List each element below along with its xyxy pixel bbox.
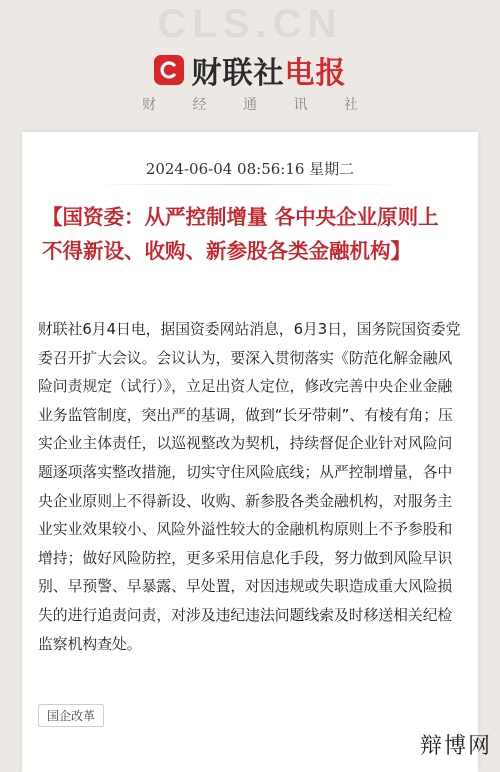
cls-logo-icon xyxy=(154,55,184,85)
brand-name-main: 财联社 xyxy=(191,56,285,91)
cls-watermark: CLS.CN xyxy=(157,2,343,46)
topic-tag[interactable]: 国企改革 xyxy=(38,704,104,727)
article-body: 财联社6月4日电，据国资委网站消息，6月3日，国务院国资委党委召开扩大会议。会议认为，要深入贯彻落实《防范化解金融风险问责规定（试行）》，立足出资人定位，修改完善中央企业金融业务监管制度，突出严的基调，做到“长牙带刺”、有棱有角；压实企业主体责任，以巡视整改为契机，持续督促企业针对风险问题逐项落实整改措施，切实守住风险底线；从严控制增量，各中央企业原则上不得新设、收购、新参股各类金融机构，对服务主业实业效果较小、风险外溢性较大的金融机构原则上不予参股和增持；做好风险防控，更多采用信息化手段，努力做到风险早识别、早预警、早暴露、早处置，对因违规或失职造成重大风险损失的进行追责问责，对涉及违纪违法问题线索及时移送相关纪检监察机构查处。 xyxy=(38,321,461,653)
telegraph-card xyxy=(22,132,478,772)
article-datetime: 2024-06-04 08:56:16 星期二 xyxy=(145,160,355,178)
article-headline: 【国资委：从严控制增量 各中央企业原则上不得新设、收购、新参股各类金融机构】 xyxy=(42,205,439,263)
date-divider xyxy=(92,184,408,185)
brand-subtitle: 财 经 通 讯 社 xyxy=(142,97,374,113)
brand-name-accent: 电报 xyxy=(284,56,347,91)
brand-name xyxy=(192,48,347,92)
site-watermark: 辩博网 xyxy=(419,734,492,759)
brand-header xyxy=(0,48,500,92)
